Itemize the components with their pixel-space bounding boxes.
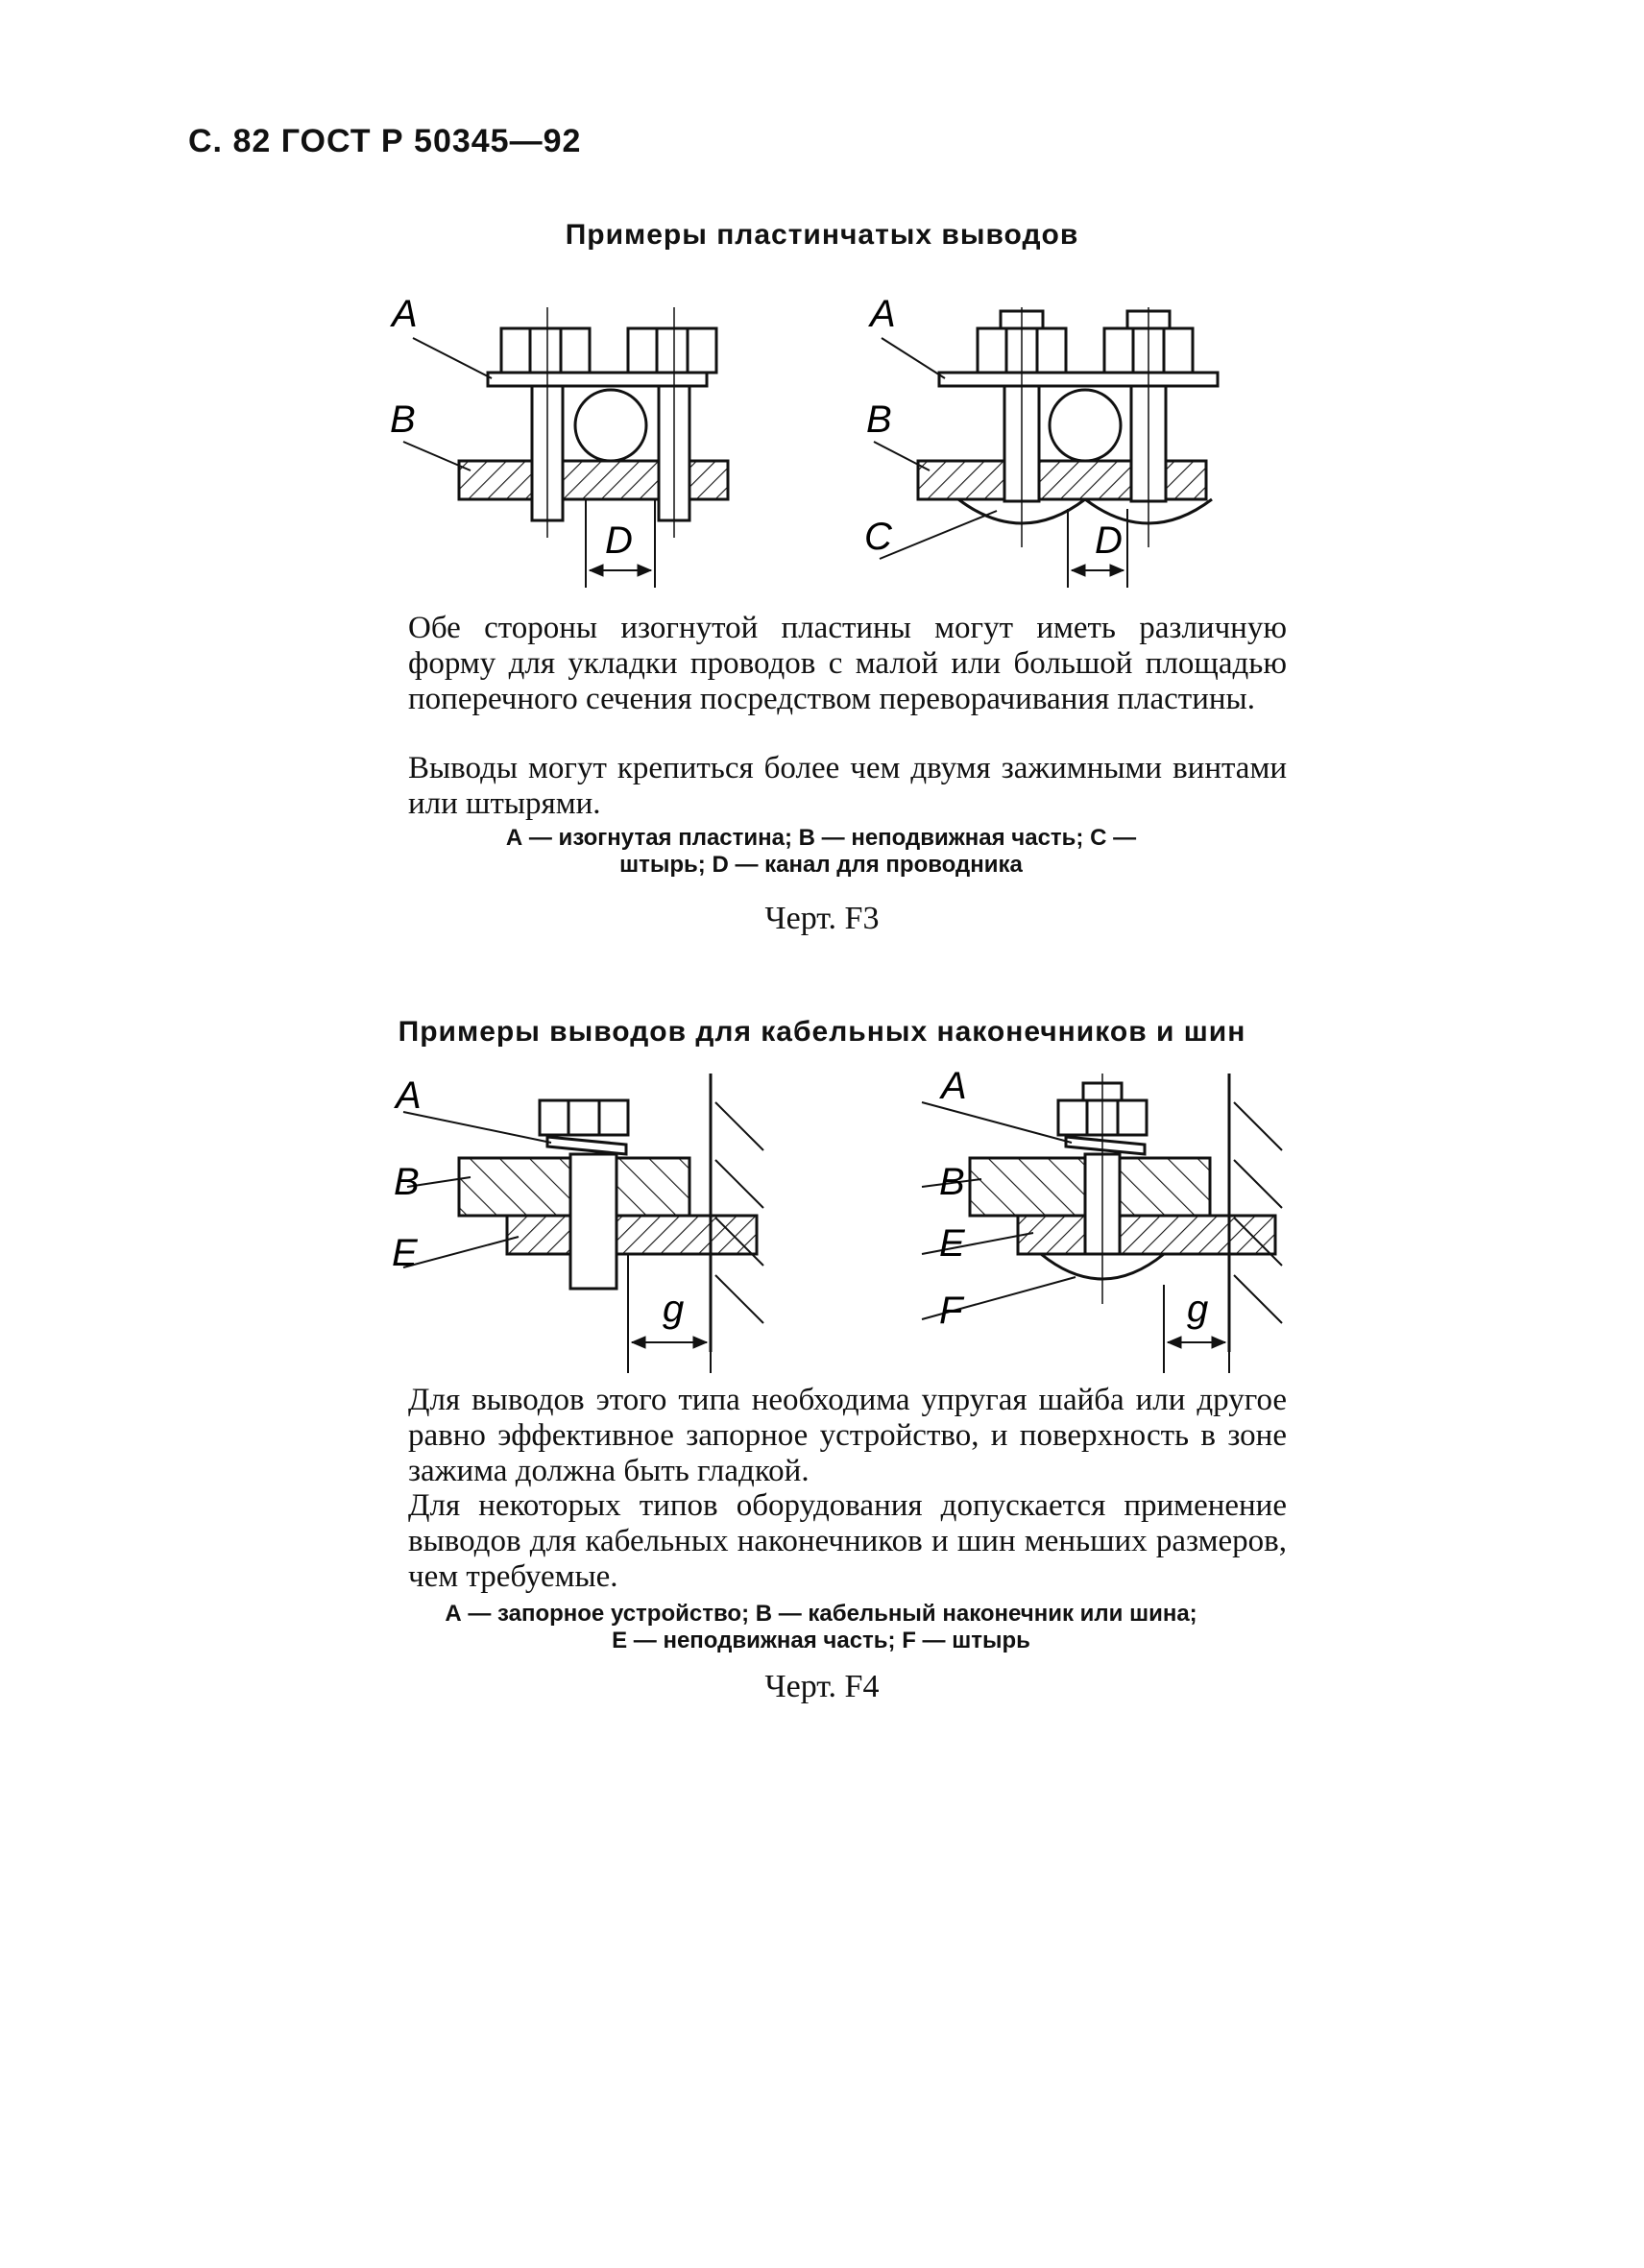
f4-left-label-e: E	[392, 1232, 418, 1274]
f3-right-label-d: D	[1095, 519, 1123, 562]
f4-left-label-a: A	[396, 1074, 422, 1117]
f3-right-label-c: C	[864, 516, 892, 558]
f3-legend-line-2: штырь; D — канал для проводника	[619, 852, 1023, 878]
section-title-f4: Примеры выводов для кабельных наконечников и шин	[398, 1016, 1246, 1048]
f4-right-label-g: g	[1187, 1288, 1209, 1330]
f4-right-label-f: F	[939, 1290, 963, 1332]
f4-right-label-b: B	[939, 1161, 965, 1203]
f3-right-label-a: A	[870, 293, 896, 335]
f3-left-label-d: D	[605, 519, 633, 562]
f3-right-label-b: B	[866, 398, 892, 441]
f4-legend-line-2: Е — неподвижная часть; F — штырь	[612, 1628, 1030, 1653]
f3-left-label-a: A	[392, 293, 418, 335]
figure-f3-drawing	[375, 288, 1296, 605]
section-title-f3: Примеры пластинчатых выводов	[565, 219, 1079, 251]
f4-right-label-a: A	[941, 1065, 967, 1107]
f3-paragraph-2: Выводы могут крепиться более чем двумя зажимными винтами или штырями.	[408, 751, 1287, 821]
f4-left-drawing	[403, 1074, 763, 1373]
f4-left-label-g: g	[663, 1288, 685, 1330]
f3-left-drawing	[403, 307, 728, 588]
f3-legend-line-1: А — изогнутая пластина; В — неподвижная часть; С —	[505, 825, 1137, 851]
f3-caption: Черт. F3	[764, 901, 880, 936]
f4-right-drawing	[922, 1074, 1282, 1373]
f4-legend-line-1: А — запорное устройство; В — кабельный наконечник или шина;	[445, 1601, 1197, 1627]
f3-left-label-b: B	[390, 398, 416, 441]
f4-paragraph-1: Для выводов этого типа необходима упругая шайба или другое равно эффективное запорное устройство, и поверхность в зоне зажима должна быть гладкой.	[408, 1383, 1287, 1488]
f4-caption: Черт. F4	[764, 1669, 880, 1704]
page-header: С. 82 ГОСТ Р 50345—92	[188, 123, 582, 159]
f3-right-drawing	[874, 307, 1218, 588]
figure-f4-drawing	[375, 1064, 1325, 1381]
figure-f4	[375, 1064, 1325, 1381]
f4-paragraph-2: Для некоторых типов оборудования допускается применение выводов для кабельных наконечников и шин меньших размеров, чем требуемые.	[408, 1488, 1287, 1594]
figure-f3	[375, 288, 1296, 605]
f4-left-label-b: B	[394, 1161, 420, 1203]
f3-paragraph-1: Обе стороны изогнутой пластины могут иметь различную форму для укладки проводов с малой или большой площадью поперечного сечения посредством переворачивания пластины.	[408, 611, 1287, 716]
f4-right-label-e: E	[939, 1222, 965, 1265]
